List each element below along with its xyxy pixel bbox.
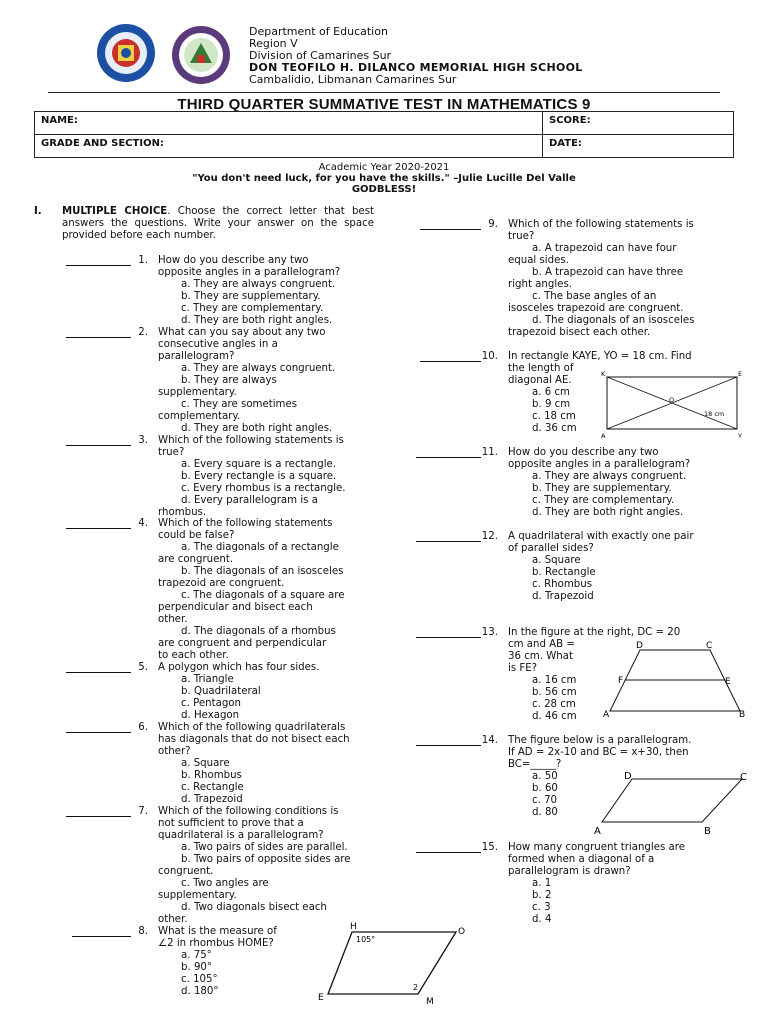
rhombus-shape <box>328 932 456 994</box>
answer-option: d. 180° <box>181 986 219 997</box>
vertex-e: E <box>725 677 731 687</box>
answer-blank[interactable] <box>66 732 131 733</box>
answer-option: d. They are both right angles. <box>181 423 333 434</box>
section-number: I. <box>34 206 42 217</box>
answer-option: d. They are both right angles. <box>181 315 333 326</box>
answer-option: a. Square <box>532 555 581 566</box>
answer-option: c. Every rhombus is a rectangle. <box>181 483 346 494</box>
score-field[interactable]: SCORE: <box>543 112 734 135</box>
question-text: true? <box>158 447 185 458</box>
question-text: How do you describe any two <box>158 255 309 266</box>
angle-2-label: 2 <box>413 983 419 992</box>
answer-option: c. 105° <box>181 974 218 985</box>
question-text: How many congruent triangles are <box>508 842 686 853</box>
answer-blank[interactable] <box>66 445 131 446</box>
answer-option: a. The diagonals of a rectangle <box>181 542 339 553</box>
section-instructions <box>62 206 374 242</box>
answer-option: supplementary. <box>158 890 237 901</box>
rhombus-home-figure <box>316 920 476 1004</box>
answer-option: b. The diagonals of an isosceles <box>181 566 344 577</box>
answer-option: c. Two angles are <box>181 878 269 889</box>
answer-option: c. They are complementary. <box>181 303 324 314</box>
answer-option: d. 36 cm <box>532 423 577 434</box>
question-text: quadrilateral is a parallelogram? <box>158 830 324 841</box>
question-text: Which of the following statements <box>158 518 333 529</box>
answer-blank[interactable] <box>416 745 481 746</box>
answer-option: a. Every square is a rectangle. <box>181 459 337 470</box>
vertex-a: A <box>601 432 606 440</box>
answer-blank[interactable] <box>66 816 131 817</box>
vertex-d: D <box>636 641 643 651</box>
question-text: parallelogram is drawn? <box>508 866 631 877</box>
answer-option: a. 6 cm <box>532 387 570 398</box>
question-text: of parallel sides? <box>508 543 594 554</box>
question-number: 14. <box>481 735 498 746</box>
vertex-a: A <box>603 710 610 720</box>
question-number: 8. <box>138 926 148 937</box>
question-number: 10. <box>481 351 498 362</box>
name-field[interactable]: NAME: <box>35 112 543 135</box>
question-text: BC=_____? <box>508 759 562 770</box>
answer-option: d. Two diagonals bisect each <box>181 902 327 913</box>
center-o: O <box>669 396 675 404</box>
answer-blank[interactable] <box>416 457 481 458</box>
vertex-a: A <box>594 826 601 837</box>
answer-option: d. Trapezoid <box>532 591 594 602</box>
answer-option: trapezoid bisect each other. <box>508 327 651 338</box>
answer-option: rhombus. <box>158 507 207 518</box>
answer-option: b. 56 cm <box>532 687 577 698</box>
section-instruction-text: . Choose the correct letter that best answers the questions. Write your answer on the space provided before each number. <box>62 206 375 241</box>
answer-option: a. 50 <box>532 771 558 782</box>
answer-option: a. A trapezoid can have four <box>532 243 677 254</box>
question-number: 5. <box>138 662 148 673</box>
answer-option: b. Two pairs of opposite sides are <box>181 854 351 865</box>
answer-blank[interactable] <box>416 541 481 542</box>
vertex-c: C <box>740 772 747 783</box>
answer-option: c. 70 <box>532 795 558 806</box>
vertex-e: E <box>738 370 743 378</box>
question-number: 12. <box>481 531 498 542</box>
answer-option: a. Square <box>181 758 230 769</box>
answer-option: b. 60 <box>532 783 558 794</box>
answer-option: c. The base angles of an <box>532 291 657 302</box>
question-number: 9. <box>488 219 498 230</box>
answer-option: b. They are always <box>181 375 277 386</box>
question-text: The figure below is a parallelogram. <box>508 735 692 746</box>
question-text: parallelogram? <box>158 351 235 362</box>
vertex-d: D <box>624 771 632 782</box>
question-text: the length of <box>508 363 574 374</box>
answer-option: a. They are always congruent. <box>181 363 336 374</box>
deped-seal-logo <box>96 23 156 83</box>
question-text: How do you describe any two <box>508 447 659 458</box>
question-text: A quadrilateral with exactly one pair <box>508 531 694 542</box>
header-divider <box>48 92 720 93</box>
question-number: 1. <box>138 255 148 266</box>
answer-option: b. Rhombus <box>181 770 242 781</box>
answer-option: equal sides. <box>508 255 569 266</box>
answer-option: c. They are sometimes <box>181 399 298 410</box>
answer-option: isosceles trapezoid are congruent. <box>508 303 684 314</box>
question-text: opposite angles in a parallelogram? <box>158 267 341 278</box>
answer-option: c. 3 <box>532 902 551 913</box>
answer-blank[interactable] <box>72 936 131 937</box>
question-text: opposite angles in a parallelogram? <box>508 459 691 470</box>
question-text: other? <box>158 746 191 757</box>
answer-option: d. 80 <box>532 807 558 818</box>
parallelogram-figure <box>590 768 755 838</box>
question-text: true? <box>508 231 535 242</box>
answer-option: a. Two pairs of sides are parallel. <box>181 842 348 853</box>
question-text: cm and AB = <box>508 639 575 650</box>
answer-blank[interactable] <box>416 852 481 853</box>
answer-option: perpendicular and bisect each <box>158 602 313 613</box>
question-text: What is the measure of <box>158 926 277 937</box>
school-name: DON TEOFILO H. DILANCO MEMORIAL HIGH SCHOOL <box>249 61 583 74</box>
vertex-y: Y <box>738 432 742 440</box>
answer-option: c. Rhombus <box>532 579 593 590</box>
grade-section-field[interactable]: GRADE AND SECTION: <box>35 135 543 158</box>
question-text: Which of the following statements is <box>158 435 344 446</box>
question-text: If AD = 2x-10 and BC = x+30, then <box>508 747 689 758</box>
question-number: 6. <box>138 722 148 733</box>
question-text: has diagonals that do not bisect each <box>158 734 350 745</box>
question-text: is FE? <box>508 663 538 674</box>
answer-option: d. Trapezoid <box>181 794 243 805</box>
answer-option: c. Rectangle <box>181 782 244 793</box>
school-address: Cambalidio, Libmanan Camarines Sur <box>249 73 457 86</box>
answer-option: a. They are always congruent. <box>532 471 687 482</box>
answer-option: d. Every parallelogram is a <box>181 495 318 506</box>
question-text: not sufficient to prove that a <box>158 818 304 829</box>
answer-blank[interactable] <box>416 637 481 638</box>
answer-option: b. A trapezoid can have three <box>532 267 684 278</box>
question-text: Which of the following statements is <box>508 219 694 230</box>
answer-option: trapezoid are congruent. <box>158 578 285 589</box>
answer-blank[interactable] <box>420 361 481 362</box>
answer-option: a. 75° <box>181 950 212 961</box>
answer-option: right angles. <box>508 279 572 290</box>
question-text: A polygon which has four sides. <box>158 662 320 673</box>
question-number: 2. <box>138 327 148 338</box>
question-number: 3. <box>138 435 148 446</box>
answer-option: d. They are both right angles. <box>532 507 684 518</box>
vertex-b: B <box>739 710 746 720</box>
answer-option: b. 2 <box>532 890 552 901</box>
division-name: Division of Camarines Sur <box>249 49 392 62</box>
answer-option: b. Every rectangle is a square. <box>181 471 337 482</box>
student-info-table <box>34 111 734 158</box>
answer-option: b. They are supplementary. <box>532 483 672 494</box>
vertex-k: K <box>601 370 606 378</box>
vertex-h: H <box>350 922 357 932</box>
question-text: 36 cm. What <box>508 651 573 662</box>
academic-year: Academic Year 2020-2021 <box>318 162 450 173</box>
length-label: 18 cm <box>704 410 725 418</box>
question-text: Which of the following conditions is <box>158 806 339 817</box>
answer-blank[interactable] <box>66 337 131 338</box>
godbless-text: GODBLESS! <box>351 184 417 195</box>
question-number: 13. <box>481 627 498 638</box>
answer-option: d. The diagonals of an isosceles <box>532 315 695 326</box>
school-seal-logo <box>166 25 236 85</box>
answer-option: b. Rectangle <box>532 567 596 578</box>
answer-option: c. 28 cm <box>532 699 576 710</box>
vertex-c: C <box>706 641 713 651</box>
answer-option: b. They are supplementary. <box>181 291 321 302</box>
question-text: formed when a diagonal of a <box>508 854 655 865</box>
answer-option: d. The diagonals of a rhombus <box>181 626 336 637</box>
parallelogram-shape <box>602 779 742 822</box>
region-name: Region V <box>249 37 298 50</box>
quote: "You don't need luck, for you have the skills." –Julie Lucille Del Valle <box>192 173 576 184</box>
answer-blank[interactable] <box>420 229 481 230</box>
question-number: 15. <box>481 842 498 853</box>
question-number: 11. <box>481 447 498 458</box>
answer-option: b. 90° <box>181 962 213 973</box>
question-text: diagonal AE. <box>508 375 572 386</box>
answer-option: b. 9 cm <box>532 399 571 410</box>
answer-option: c. Pentagon <box>181 698 241 709</box>
answer-option: c. The diagonals of a square are <box>181 590 345 601</box>
vertex-m: M <box>426 997 434 1004</box>
answer-option: to each other. <box>158 650 229 661</box>
answer-option: other. <box>158 914 188 925</box>
answer-option: a. They are always congruent. <box>181 279 336 290</box>
answer-option: congruent. <box>158 866 214 877</box>
question-text: could be false? <box>158 530 235 541</box>
answer-option: other. <box>158 614 188 625</box>
question-text: ∠2 in rhombus HOME? <box>158 938 274 949</box>
vertex-o: O <box>458 927 466 937</box>
answer-option: a. Triangle <box>181 674 234 685</box>
question-number: 4. <box>138 518 148 529</box>
answer-option: a. 16 cm <box>532 675 577 686</box>
vertex-b: B <box>704 826 711 837</box>
question-text: In the figure at the right, DC = 20 <box>508 627 681 638</box>
answer-option: b. Quadrilateral <box>181 686 261 697</box>
answer-blank[interactable] <box>66 265 131 266</box>
answer-option: a. 1 <box>532 878 552 889</box>
question-text: consecutive angles in a <box>158 339 278 350</box>
rectangle-kaye-figure <box>598 368 748 440</box>
answer-option: d. 4 <box>532 914 552 925</box>
section-title: MULTIPLE CHOICE <box>62 206 168 217</box>
question-text: Which of the following quadrilaterals <box>158 722 346 733</box>
answer-option: complementary. <box>158 411 241 422</box>
vertex-f: F <box>618 676 624 686</box>
department-name: Department of Education <box>249 25 388 38</box>
question-number: 7. <box>138 806 148 817</box>
answer-option: are congruent and perpendicular <box>158 638 327 649</box>
date-field[interactable]: DATE: <box>543 135 734 158</box>
angle-105-label: 105° <box>356 935 376 944</box>
question-text: In rectangle KAYE, YO = 18 cm. Find <box>508 351 692 362</box>
answer-option: d. 46 cm <box>532 711 577 722</box>
answer-option: are congruent. <box>158 554 234 565</box>
trapezoid-figure <box>598 640 753 720</box>
vertex-e: E <box>318 993 324 1003</box>
answer-option: supplementary. <box>158 387 237 398</box>
test-title: THIRD QUARTER SUMMATIVE TEST IN MATHEMATICS 9 <box>177 96 591 113</box>
answer-blank[interactable] <box>66 528 131 529</box>
answer-blank[interactable] <box>66 672 131 673</box>
answer-option: d. Hexagon <box>181 710 240 721</box>
question-text: What can you say about any two <box>158 327 326 338</box>
answer-option: c. 18 cm <box>532 411 576 422</box>
answer-option: c. They are complementary. <box>532 495 675 506</box>
